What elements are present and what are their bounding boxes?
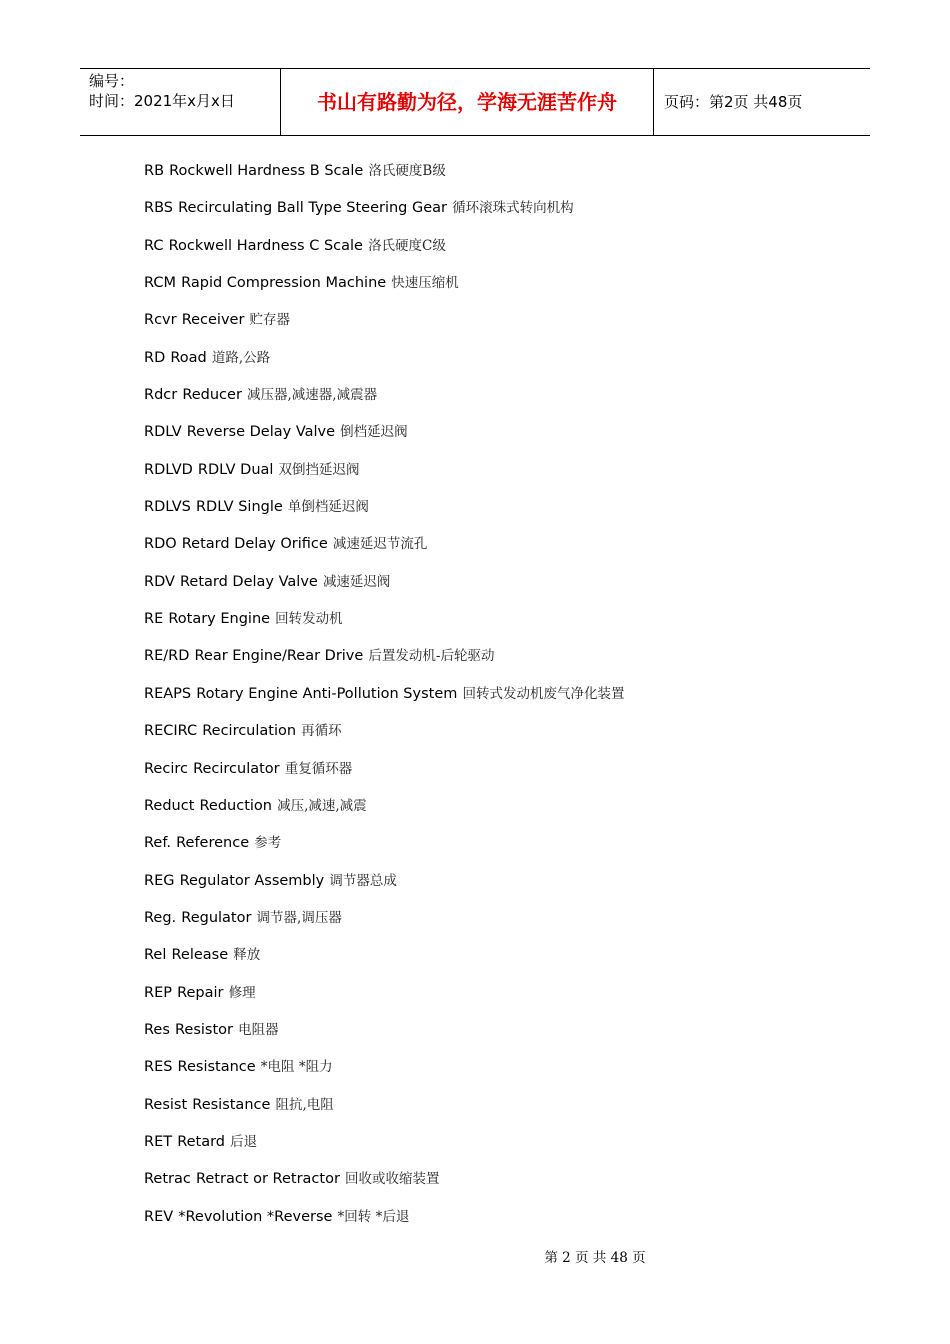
entry-term: Release [171, 947, 229, 964]
glossary-entry [144, 1055, 844, 1092]
entry-abbr: Ref. [144, 835, 172, 852]
entry-translation: 单倒档延迟阀 [287, 499, 369, 516]
entry-abbr: Retrac [144, 1171, 191, 1188]
entry-translation: 电阻器 [238, 1021, 279, 1038]
entry-abbr: REV [144, 1208, 174, 1225]
entry-term: Reduction [199, 797, 272, 814]
entry-term: Retard Delay Orifice [181, 536, 328, 553]
entry-term: Recirculator [193, 760, 280, 777]
entry-term: Receiver [181, 312, 245, 329]
entry-translation: 释放 [233, 947, 261, 964]
entry-term: *Revolution *Reverse [178, 1208, 333, 1225]
entry-abbr: REP [144, 984, 172, 1001]
entry-abbr: RDV [144, 573, 175, 590]
entry-term: Retard Delay Valve [180, 573, 318, 590]
entry-translation: *回转 *后退 [337, 1208, 410, 1225]
entry-abbr: Reg. [144, 909, 177, 926]
entry-translation: 减速延迟节流孔 [332, 536, 428, 553]
glossary-entry [144, 1130, 844, 1167]
entry-translation: 重复循环器 [284, 760, 353, 777]
entry-translation: 后置发动机-后轮驱动 [368, 648, 495, 665]
entry-abbr: Recirc [144, 760, 188, 777]
entry-abbr: REAPS [144, 685, 192, 702]
entry-abbr: Rel [144, 947, 167, 964]
entry-term: Repair [177, 984, 224, 1001]
entry-abbr: REG [144, 872, 175, 889]
glossary-entry [144, 532, 844, 569]
entry-term: Rapid Compression Machine [181, 275, 387, 292]
page-header [80, 68, 870, 136]
entry-translation: 减压,减速,减震 [277, 797, 367, 814]
entry-abbr: RECIRC [144, 723, 198, 740]
glossary-list [144, 159, 844, 1242]
glossary-entry [144, 1093, 844, 1130]
glossary-entry [144, 1167, 844, 1204]
glossary-entry [144, 644, 844, 681]
entry-abbr: RDO [144, 536, 177, 553]
entry-translation: 道路,公路 [211, 349, 271, 366]
entry-translation: 双倒挡延迟阀 [278, 461, 360, 478]
entry-translation: 再循环 [301, 723, 342, 740]
glossary-entry [144, 757, 844, 794]
entry-abbr: RD [144, 349, 166, 366]
glossary-entry [144, 495, 844, 532]
entry-translation: 循环滚珠式转向机构 [452, 200, 574, 217]
glossary-entry [144, 159, 844, 196]
entry-translation: 贮存器 [249, 312, 291, 329]
glossary-entry [144, 346, 844, 383]
glossary-entry [144, 981, 844, 1018]
entry-term: RDLV Single [195, 499, 283, 516]
entry-abbr: Res [144, 1021, 170, 1038]
entry-translation: *电阻 *阻力 [260, 1059, 333, 1076]
glossary-entry [144, 570, 844, 607]
entry-abbr: Rdcr [144, 387, 178, 404]
glossary-entry [144, 308, 844, 345]
glossary-entry [144, 458, 844, 495]
glossary-entry [144, 831, 844, 868]
glossary-entry [144, 1205, 844, 1242]
entry-term: Rockwell Hardness C Scale [168, 237, 363, 254]
glossary-entry [144, 271, 844, 308]
entry-abbr: RDLV [144, 424, 182, 441]
entry-term: Regulator [181, 909, 252, 926]
glossary-entry [144, 794, 844, 831]
time-label: 时间：2021年x月x日 [89, 92, 235, 110]
header-motto: 书山有路勤为径，学海无涯苦作舟 [281, 69, 654, 135]
entry-abbr: Rcvr [144, 312, 177, 329]
entry-translation: 回转式发动机废气净化装置 [462, 685, 625, 702]
entry-abbr: RDLVD [144, 461, 193, 478]
glossary-entry [144, 607, 844, 644]
entry-abbr: RET [144, 1133, 173, 1150]
entry-abbr: RE [144, 611, 164, 628]
glossary-entry [144, 383, 844, 420]
entry-translation: 减速延迟阀 [322, 573, 391, 590]
entry-term: Rotary Engine [168, 611, 271, 628]
entry-abbr: RE/RD [144, 648, 190, 665]
entry-term: Retract or Retractor [195, 1171, 340, 1188]
entry-term: RDLV Dual [197, 461, 274, 478]
entry-abbr: RBS [144, 200, 173, 217]
entry-translation: 快速压缩机 [391, 275, 459, 292]
entry-term: Resistance [192, 1096, 271, 1113]
entry-term: Recirculation [202, 723, 297, 740]
entry-term: Reverse Delay Valve [186, 424, 336, 441]
entry-abbr: Resist [144, 1096, 188, 1113]
entry-term: Resistance [177, 1059, 256, 1076]
glossary-entry [144, 420, 844, 457]
entry-term: Regulator Assembly [179, 872, 325, 889]
glossary-entry [144, 234, 844, 271]
entry-term: Rear Engine/Rear Drive [194, 648, 364, 665]
entry-abbr: RCM [144, 275, 176, 292]
entry-abbr: RB [144, 163, 165, 179]
serial-label: 编号： [89, 72, 135, 90]
glossary-entry [144, 719, 844, 756]
entry-term: Resistor [175, 1021, 233, 1038]
entry-abbr: RC [144, 237, 164, 254]
header-page-info: 页码：第2页 共48页 [664, 93, 803, 111]
entry-translation: 洛氏硬度B级 [368, 163, 446, 179]
entry-abbr: Reduct [144, 797, 195, 814]
glossary-entry [144, 906, 844, 943]
entry-term: Retard [177, 1133, 226, 1150]
entry-term: Rockwell Hardness B Scale [169, 163, 364, 179]
glossary-entry [144, 1018, 844, 1055]
entry-term: Rotary Engine Anti-Pollution System [196, 685, 458, 702]
entry-translation: 倒档延迟阀 [340, 424, 408, 441]
glossary-entry [144, 682, 844, 719]
entry-translation: 修理 [228, 984, 256, 1001]
entry-translation: 调节器,调压器 [256, 909, 342, 926]
header-meta [80, 69, 281, 135]
entry-translation: 参考 [254, 835, 282, 852]
entry-translation: 回收或收缩装置 [345, 1171, 440, 1188]
entry-translation: 洛氏硬度C级 [368, 237, 446, 254]
entry-abbr: RDLVS [144, 499, 191, 516]
glossary-entry [144, 196, 844, 233]
entry-term: Road [170, 349, 207, 366]
entry-translation: 减压器,减速器,减震器 [247, 387, 378, 404]
glossary-entry [144, 943, 844, 980]
entry-term: Reducer [182, 387, 242, 404]
entry-term: Reference [176, 835, 250, 852]
entry-translation: 阻抗,电阻 [275, 1096, 334, 1113]
page-footer: 第 2 页 共 48 页 [544, 1250, 646, 1266]
entry-abbr: RES [144, 1059, 173, 1076]
entry-translation: 回转发动机 [275, 611, 343, 628]
glossary-entry [144, 869, 844, 906]
entry-translation: 后退 [230, 1133, 258, 1150]
entry-translation: 调节器总成 [329, 872, 397, 889]
entry-term: Recirculating Ball Type Steering Gear [178, 200, 448, 217]
